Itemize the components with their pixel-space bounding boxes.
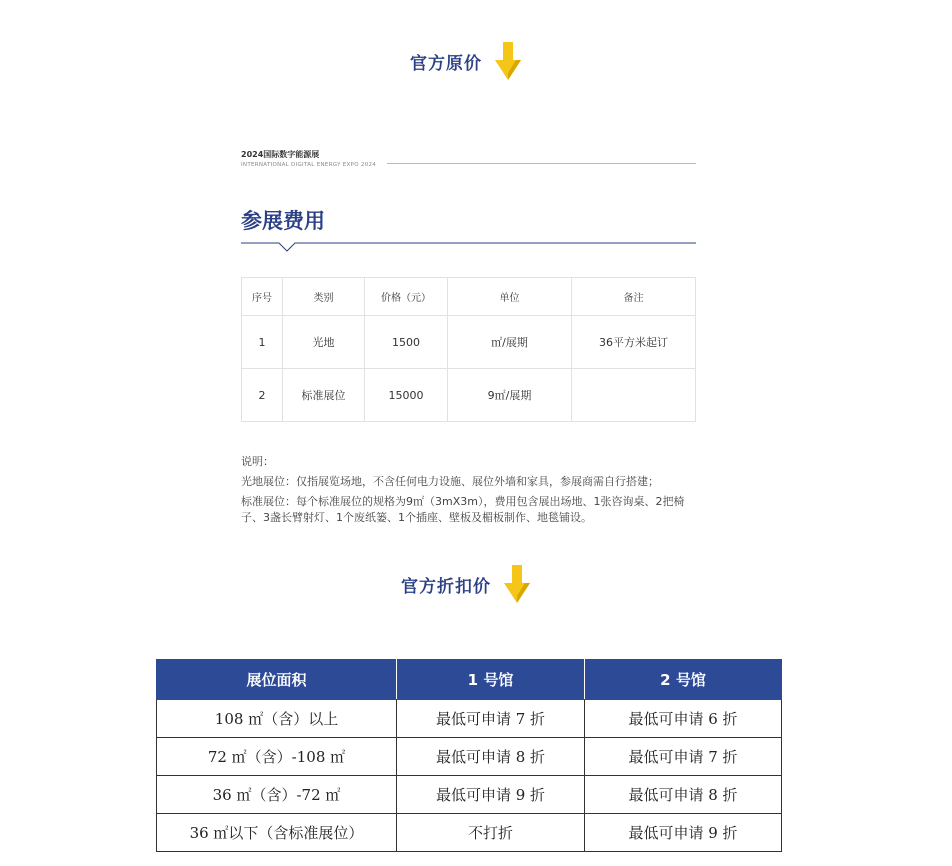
table-cell: 最低可申请 7 折 <box>585 738 782 776</box>
divider <box>387 163 696 164</box>
table-cell: 36平方米起订 <box>572 316 696 369</box>
table-cell: 不打折 <box>397 814 585 852</box>
section-header-original-price <box>410 40 522 82</box>
table-cell: 108 ㎡（含）以上 <box>157 700 397 738</box>
expo-name-en: INTERNATIONAL DIGITAL ENERGY EXPO 2024 <box>241 162 377 168</box>
section-header-discount-price <box>401 563 531 605</box>
header-cell: 价格（元） <box>365 278 448 316</box>
header-cell: 1 号馆 <box>397 660 585 700</box>
discount-table <box>156 659 782 852</box>
expo-name-cn: 2024国际数字能源展 <box>241 150 320 159</box>
header-cell: 类别 <box>283 278 365 316</box>
table-header-row <box>242 278 696 316</box>
table-row <box>157 814 782 852</box>
table-cell <box>572 369 696 422</box>
table-header-row <box>157 660 782 700</box>
table-row <box>157 776 782 814</box>
section-title-original-price: 官方原价 <box>410 53 482 74</box>
table-cell: ㎡/展期 <box>448 316 572 369</box>
header-cell: 备注 <box>572 278 696 316</box>
table-cell: 最低可申请 7 折 <box>397 700 585 738</box>
table-cell: 2 <box>242 369 283 422</box>
table-cell: 标准展位 <box>283 369 365 422</box>
table-row <box>242 316 696 369</box>
notes-line: 标准展位：每个标准展位的规格为9㎡（3mX3m），费用包含展出场地、1张咨询桌、2把椅子、3盏长臂射灯、1个废纸篓、1个插座、壁板及楣板制作、地毯铺设。 <box>241 495 685 524</box>
expo-header <box>241 149 696 168</box>
header-cell: 单位 <box>448 278 572 316</box>
table-cell: 9㎡/展期 <box>448 369 572 422</box>
header-cell: 展位面积 <box>157 660 397 700</box>
notes <box>241 452 701 526</box>
table-row <box>157 700 782 738</box>
table-cell: 最低可申请 9 折 <box>397 776 585 814</box>
table-cell: 最低可申请 8 折 <box>397 738 585 776</box>
table-cell: 最低可申请 8 折 <box>585 776 782 814</box>
notes-label: 说明： <box>241 455 274 468</box>
fee-table <box>241 277 696 422</box>
table-cell: 1500 <box>365 316 448 369</box>
arrow-down-icon <box>494 40 522 82</box>
table-cell: 1 <box>242 316 283 369</box>
header-cell: 序号 <box>242 278 283 316</box>
header-cell: 2 号馆 <box>585 660 782 700</box>
fee-title: 参展费用 <box>241 209 325 233</box>
notes-line: 光地展位：仅指展览场地，不含任何电力设施、展位外墙和家具，参展商需自行搭建； <box>241 475 659 488</box>
table-cell: 最低可申请 6 折 <box>585 700 782 738</box>
table-cell: 最低可申请 9 折 <box>585 814 782 852</box>
table-row <box>242 369 696 422</box>
table-row <box>157 738 782 776</box>
section-title-discount-price: 官方折扣价 <box>401 576 491 597</box>
title-underline <box>241 238 696 254</box>
table-cell: 72 ㎡（含）-108 ㎡ <box>157 738 397 776</box>
table-cell: 15000 <box>365 369 448 422</box>
table-cell: 36 ㎡以下（含标准展位） <box>157 814 397 852</box>
arrow-down-icon <box>503 563 531 605</box>
table-cell: 光地 <box>283 316 365 369</box>
table-cell: 36 ㎡（含）-72 ㎡ <box>157 776 397 814</box>
